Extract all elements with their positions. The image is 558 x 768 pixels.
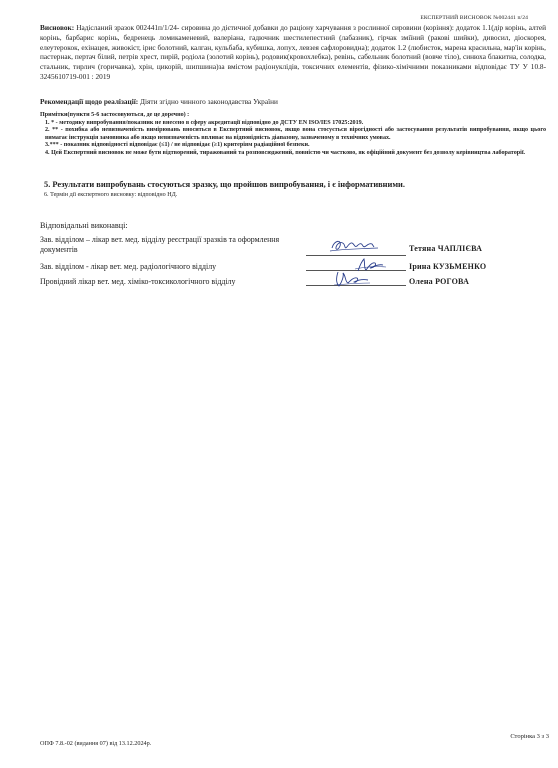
recommendation-label: Рекомендації щодо реалізації: bbox=[40, 97, 139, 106]
recommendation-text: Діяти згідно чинного законодавства України bbox=[140, 97, 278, 106]
signatory-name: Ірина КУЗЬМЕНКО bbox=[409, 262, 487, 271]
note-item: 1. * - методику випробування/показник не внесено в сферу акредитації відповідно до ДСТУ EN ISO/IES 17025:2019. bbox=[45, 119, 364, 126]
signatory-row bbox=[40, 262, 546, 274]
signature-image bbox=[330, 268, 372, 290]
signatory-row bbox=[40, 277, 546, 289]
notes-block bbox=[40, 112, 546, 158]
recommendation-paragraph bbox=[40, 97, 546, 106]
signatory-row bbox=[40, 235, 546, 257]
signatory-name: Тетяна ЧАПЛІЄВА bbox=[409, 244, 483, 253]
signature-image bbox=[328, 236, 388, 256]
conclusion-label: Висновок: bbox=[40, 23, 75, 32]
conclusion-paragraph bbox=[40, 23, 546, 82]
note-item: 2. ** - похибка або невизначеність вимірювань вноситься в Експертний висновок, якщо вона стосується вірогідності або застосування результатів випробування, якщо цього вимагає інструкція замовника або якщо невизначеність впливає на відповідність діапазону, зазначеному в технічних умовах. bbox=[45, 127, 546, 141]
results-statement: 5. Результати випробувань стосуються зразку, що пройшов випробування, і є інформативними. bbox=[44, 180, 405, 189]
signatory-role: Зав. відділом - лікар вет. мед. радіологічного відділу bbox=[40, 262, 217, 271]
signatory-role: Зав. відділом – лікар вет. мед. відділу реєстрації зразків та оформлення документів bbox=[40, 235, 280, 254]
validity-statement: 6. Термін дії експертного висновку: відповідно НД. bbox=[44, 192, 178, 198]
conclusion-text: Надісланий зразок 002441п/1/24- сировина до дієтичної добавки до раціону харчування з рослинної сировини (коріння): додаток 1.1(дір корінь, алтей корінь, барбарис корінь, бедренець ломикаменевий, валеріана, гадючник шестилепестний (лабазник), гірчак зміїний (ракові шийки), дивосил, діоскорея, елеутерокок, ехінацея, живокіст, ірис болотний, калган, кульбаба, кубишка, лопух, левзея сафлоровидна); додаток 1.2 (любисток, марена красильна, мар'ін корінь, пастернак, пертач білий, петрів хрест, пирій, родіола (золотий корінь), родовик(кровохлебка), ревінь, сабельник болотний (вовче тіло), синюха блакитна, солодка, стальник, тирлич (горичавка), хрін, цикорій, шипшина)за вмістом радіонуклідів, токсичних елементів, фізико-хімічними показниками відповідає ТУ У 10.8-3245610719-001 : 2019 bbox=[40, 23, 546, 81]
form-footer-code: ОПФ 7.8.-02 (видання 07) від 13.12.2024р. bbox=[40, 740, 152, 747]
document-reference-header: ЕКСПЕРТНИЙ ВИСНОВОК №002441 п/24 bbox=[420, 15, 528, 21]
responsible-executors-title: Відповідальні виконавці: bbox=[40, 221, 128, 230]
signatory-role: Провідний лікар вет. мед. хіміко-токсикологічного відділу bbox=[40, 277, 236, 286]
note-item: 4. Цей Експертний висновок не може бути відтворений, тиражований та розповсюджений, повністю чи частково, як офіційний документ без дозволу керівництва лабораторії. bbox=[45, 149, 526, 156]
note-item: 3.*** - показник відповідності відповідає (≤1) / не відповідає (≥1) критеріям радіаційної безпеки. bbox=[45, 142, 310, 149]
notes-title: Примітки(пункти 5-6 застосовуються, де це доречно) : bbox=[40, 112, 190, 118]
page-number: Сторінка 3 з 3 bbox=[510, 733, 549, 740]
signatory-name: Олена РОГОВА bbox=[409, 277, 470, 286]
